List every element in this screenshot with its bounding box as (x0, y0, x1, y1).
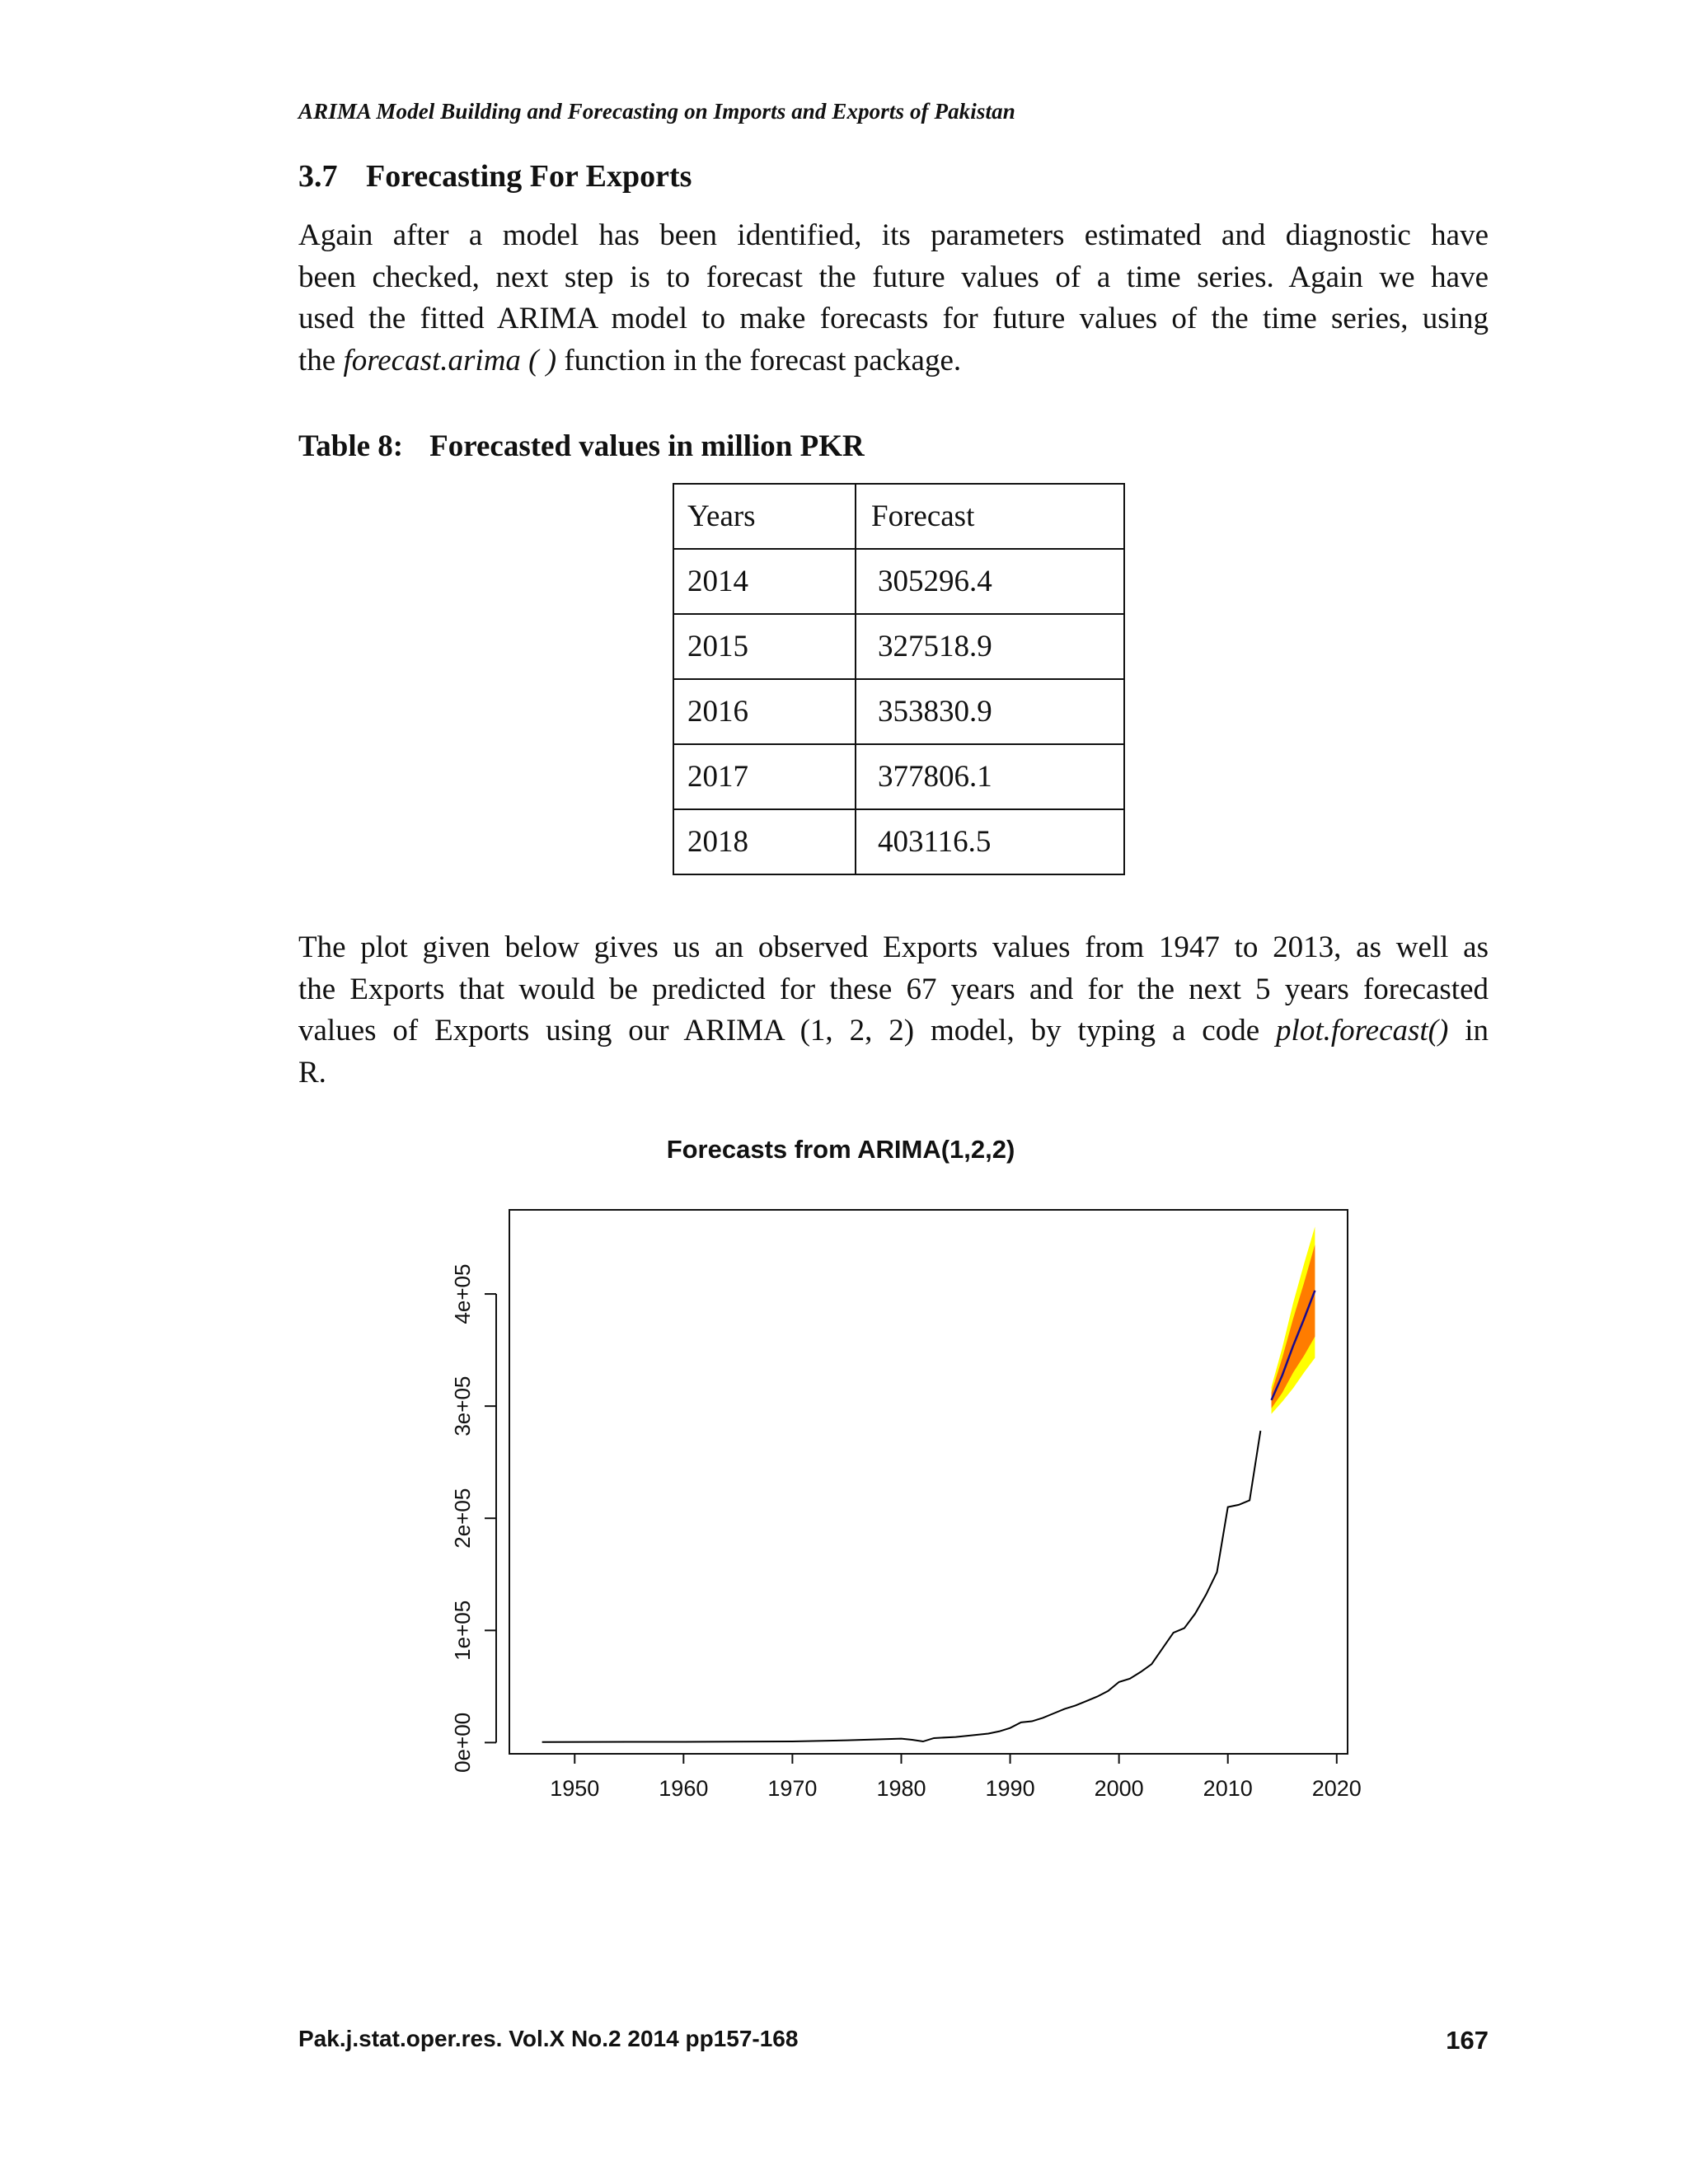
paragraph-line (298, 1010, 1489, 1052)
header-forecast: Forecast (856, 484, 1124, 549)
y-axis (450, 1264, 496, 1773)
text-run: values of Exports using our ARIMA (1, 2, 2) model, by typing a code (298, 1014, 1277, 1047)
cell-year: 2016 (673, 679, 856, 744)
cell-year: 2014 (673, 549, 856, 614)
table-header-row (673, 484, 1124, 549)
table-caption (298, 429, 865, 464)
cell-forecast: 353830.9 (856, 679, 1124, 744)
y-tick-label: 4e+05 (450, 1263, 475, 1324)
section-heading (298, 158, 692, 194)
paragraph-line: used the fitted ARIMA model to make forecasts for future values of the time series, using (298, 302, 1489, 335)
x-tick-label: 1960 (659, 1776, 709, 1801)
x-tick-label: 2010 (1203, 1776, 1253, 1801)
x-tick-label: 1950 (550, 1776, 600, 1801)
header-years: Years (673, 484, 856, 549)
forecast-table (673, 483, 1125, 875)
forecast-chart-svg (420, 1133, 1409, 1834)
y-tick-label: 3e+05 (450, 1376, 475, 1436)
section-title: Forecasting For Exports (366, 159, 692, 194)
table-row (673, 809, 1124, 874)
cell-forecast: 305296.4 (856, 549, 1124, 614)
text-run: in (1448, 1014, 1489, 1047)
chart-title: Forecasts from ARIMA(1,2,2) (666, 1135, 1015, 1164)
function-name: forecast.arima ( ) (343, 343, 557, 377)
table-row (673, 744, 1124, 809)
y-tick-label: 2e+05 (450, 1488, 475, 1549)
page-number: 167 (1446, 2026, 1489, 2055)
table-row (673, 549, 1124, 614)
paragraph-line: R. (298, 1055, 326, 1090)
table-row (673, 614, 1124, 679)
x-axis (550, 1754, 1362, 1801)
text-run: the (298, 343, 344, 377)
x-tick-label: 1970 (767, 1776, 818, 1801)
paragraph-line: The plot given below gives us an observed Exports values from 1947 to 2013, as well as (298, 930, 1489, 964)
text-run: function in the forecast package. (556, 343, 962, 377)
observed-exports-line (542, 1431, 1261, 1742)
series-lines (542, 1291, 1315, 1742)
forecast-chart (420, 1133, 1409, 1834)
paragraph-line: been checked, next step is to forecast the future values of a time series. Again we have (298, 260, 1489, 294)
x-tick-label: 1990 (985, 1776, 1035, 1801)
y-tick-label: 1e+05 (450, 1600, 475, 1661)
x-tick-label: 2020 (1311, 1776, 1362, 1801)
cell-year: 2018 (673, 809, 856, 874)
paragraph-line: Again after a model has been identified, its parameters estimated and diagnostic have (298, 218, 1489, 252)
cell-year: 2015 (673, 614, 856, 679)
section-number: 3.7 (298, 159, 338, 194)
function-name: plot.forecast() (1276, 1014, 1449, 1047)
cell-forecast: 377806.1 (856, 744, 1124, 809)
paragraph-line: the Exports that would be predicted for these 67 years and for the next 5 years forecasted (298, 972, 1489, 1006)
plot-frame (509, 1210, 1348, 1754)
cell-forecast: 403116.5 (856, 809, 1124, 874)
cell-forecast: 327518.9 (856, 614, 1124, 679)
x-tick-label: 2000 (1094, 1776, 1144, 1801)
paragraph-forecasting-intro (298, 215, 1489, 382)
x-tick-label: 1980 (876, 1776, 926, 1801)
cell-year: 2017 (673, 744, 856, 809)
paragraph-line (298, 340, 1489, 382)
journal-citation: Pak.j.stat.oper.res. Vol.X No.2 2014 pp157-168 (298, 2026, 799, 2051)
table-title: Forecasted values in million PKR (429, 429, 865, 463)
paragraph-plot-description (298, 927, 1489, 1094)
table-label: Table 8: (298, 429, 404, 463)
running-head: ARIMA Model Building and Forecasting on Imports and Exports of Pakistan (298, 99, 1015, 124)
y-tick-label: 0e+00 (450, 1712, 475, 1773)
table-row (673, 679, 1124, 744)
